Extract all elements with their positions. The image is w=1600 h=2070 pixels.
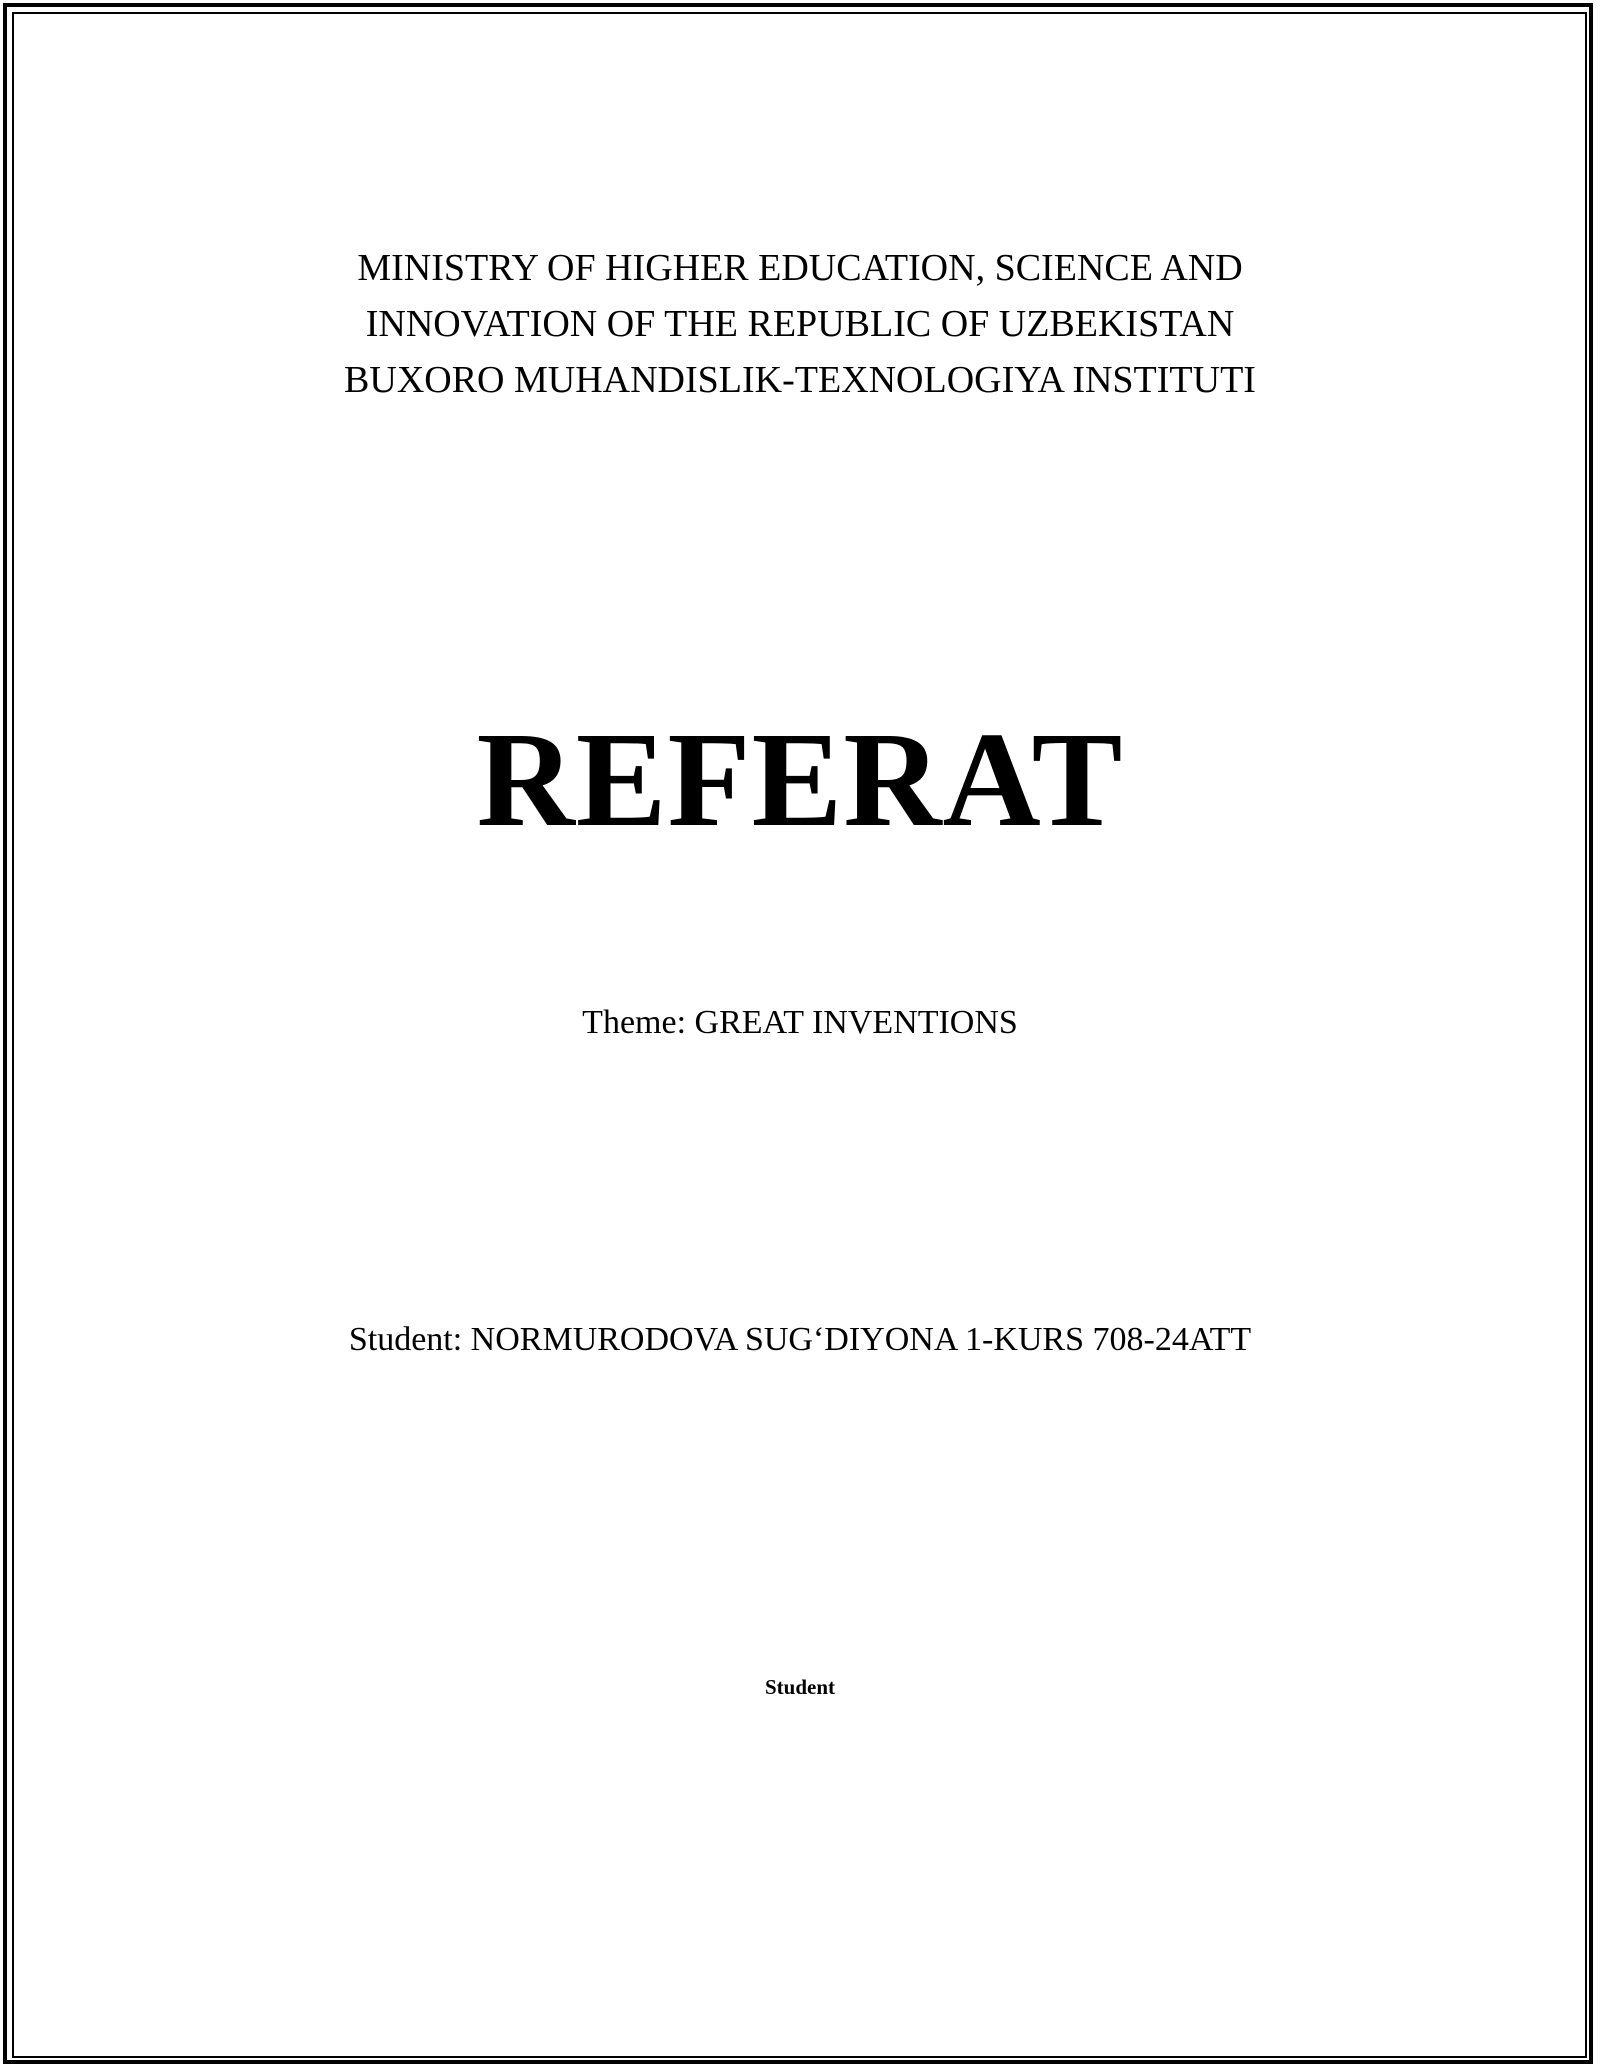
institution-header [0,240,1600,408]
header-line-ministry: MINISTRY OF HIGHER EDUCATION, SCIENCE AND [357,247,1243,289]
document-title: REFERAT [476,705,1124,855]
header-line-institute: BUXORO MUHANDISLIK-TEXNOLOGIYA INSTITUTI [344,359,1256,401]
theme-line: Theme: GREAT INVENTIONS [582,1004,1018,1041]
header-line-republic: INNOVATION OF THE REPUBLIC OF UZBEKISTAN [365,303,1235,345]
student-info: Student: NORMURODOVA SUG‘DIYONA 1-KURS 708-24ATT [348,1321,1252,1358]
footer-student-label: Student [764,1675,836,1699]
